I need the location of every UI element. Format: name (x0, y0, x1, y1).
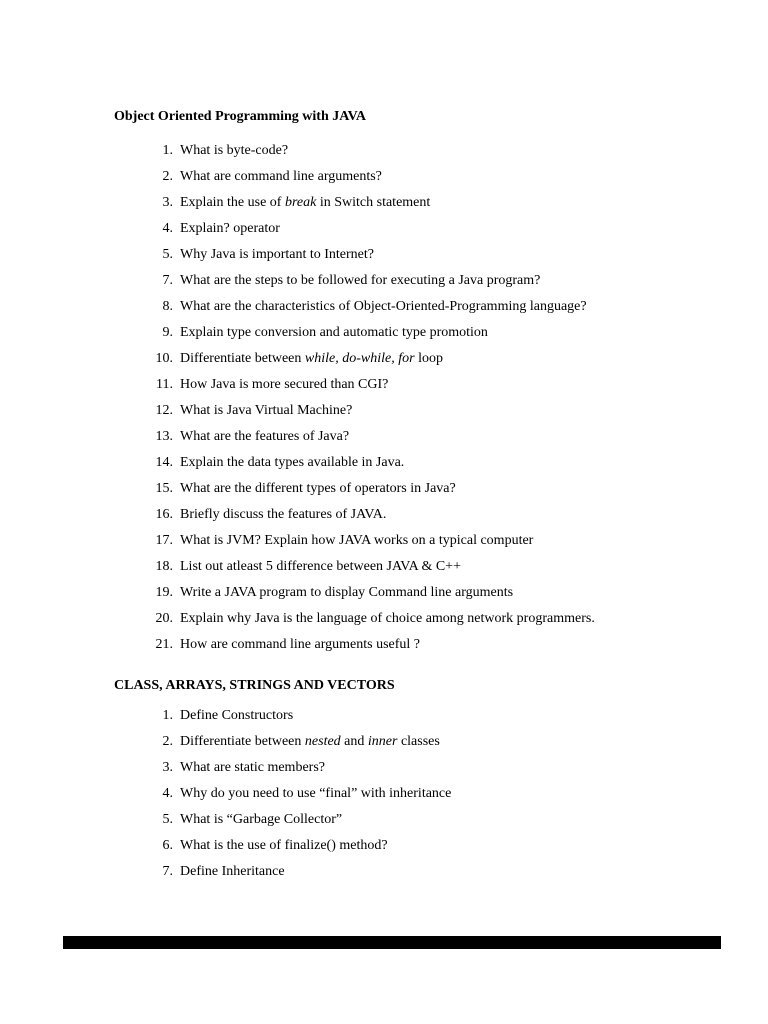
question-text (180, 864, 285, 880)
question-text (180, 533, 533, 549)
question-number: 14. (155, 455, 173, 470)
section-title-class-arrays: CLASS, ARRAYS, STRINGS AND VECTORS (114, 678, 395, 693)
question-number: 12. (155, 403, 173, 418)
question-number: 1. (162, 708, 173, 723)
question-text-italic: nested (304, 734, 341, 749)
question-number: 7. (162, 273, 173, 288)
question-text (180, 611, 595, 627)
question-text-segment: What are the characteristics of Object-Oriented-Programming language? (180, 299, 587, 314)
question-text-segment: Why do you need to use “final” with inheritance (180, 786, 452, 801)
question-number: 18. (155, 559, 173, 574)
question-text (180, 221, 280, 237)
question-item (0, 760, 768, 786)
question-text-segment: What are command line arguments? (180, 169, 382, 184)
question-number: 2. (162, 734, 173, 749)
question-item (0, 351, 768, 377)
question-text (180, 812, 342, 828)
question-text (180, 299, 587, 315)
question-text (180, 195, 430, 211)
question-item (0, 864, 768, 890)
question-text (180, 455, 404, 471)
question-text (180, 507, 386, 523)
question-item (0, 481, 768, 507)
question-text (180, 351, 443, 367)
question-item (0, 533, 768, 559)
section-title-oop-java: Object Oriented Programming with JAVA (114, 109, 366, 124)
question-text-italic: inner (367, 734, 398, 749)
question-number: 4. (162, 221, 173, 236)
question-number: 15. (155, 481, 173, 496)
question-text-segment: What is byte-code? (180, 143, 289, 158)
question-number: 10. (155, 351, 173, 366)
question-number: 17. (155, 533, 173, 548)
question-item (0, 455, 768, 481)
question-text-segment: List out atleast 5 difference between JAVA & C++ (180, 559, 461, 574)
question-text (180, 734, 440, 750)
question-text-italic: break (284, 195, 317, 210)
question-number: 5. (162, 247, 173, 262)
question-item (0, 708, 768, 734)
question-text (180, 273, 540, 289)
question-text-segment: Write a JAVA program to display Command line arguments (180, 585, 514, 600)
question-item (0, 169, 768, 195)
question-text-segment: in Switch statement (316, 195, 431, 210)
question-text-segment: Why Java is important to Internet? (180, 247, 374, 262)
question-number: 8. (162, 299, 173, 314)
question-number: 4. (162, 786, 173, 801)
question-number: 16. (155, 507, 173, 522)
question-list-oop-java (0, 143, 768, 663)
question-item (0, 195, 768, 221)
question-number: 13. (155, 429, 173, 444)
question-text (180, 786, 451, 802)
question-text-segment: loop (414, 351, 443, 366)
question-item (0, 273, 768, 299)
question-number: 11. (156, 377, 173, 392)
question-text-segment: and (340, 734, 368, 749)
question-item (0, 221, 768, 247)
question-number: 7. (162, 864, 173, 879)
question-text (180, 247, 374, 263)
question-text-segment: How are command line arguments useful ? (180, 637, 421, 652)
question-text (180, 169, 382, 185)
question-text (180, 708, 293, 724)
question-item (0, 786, 768, 812)
question-text-segment: Briefly discuss the features of JAVA. (180, 507, 387, 522)
question-text-segment: What are the features of Java? (180, 429, 350, 444)
question-text (180, 377, 388, 393)
question-item (0, 585, 768, 611)
question-text-segment: Differentiate between (180, 734, 305, 749)
question-text (180, 143, 288, 159)
question-item (0, 143, 768, 169)
question-text-segment: What are static members? (180, 760, 325, 775)
question-item (0, 559, 768, 585)
question-item (0, 734, 768, 760)
question-number: 6. (162, 838, 173, 853)
question-text-segment: classes (397, 734, 440, 749)
question-text (180, 481, 456, 497)
question-text-segment: How Java is more secured than CGI? (180, 377, 389, 392)
question-text-segment: What is JVM? Explain how JAVA works on a typical computer (180, 533, 534, 548)
question-number: 3. (162, 195, 173, 210)
question-text (180, 325, 488, 341)
question-text (180, 429, 349, 445)
question-number: 20. (155, 611, 173, 626)
question-item (0, 377, 768, 403)
question-item (0, 507, 768, 533)
question-text-segment: Differentiate between (180, 351, 305, 366)
question-text-segment: Explain the use of (180, 195, 285, 210)
question-text (180, 760, 325, 776)
question-item (0, 299, 768, 325)
question-number: 5. (162, 812, 173, 827)
footer-divider-bar (63, 936, 721, 949)
question-number: 9. (162, 325, 173, 340)
question-text (180, 585, 513, 601)
question-text (180, 559, 461, 575)
question-text-segment: What is the use of finalize() method? (180, 838, 388, 853)
question-item (0, 429, 768, 455)
question-text-segment: Define Constructors (180, 708, 294, 723)
question-number: 21. (155, 637, 173, 652)
question-text-segment: Define Inheritance (180, 864, 285, 879)
question-text-italic: while, do-while, for (304, 351, 415, 366)
question-item (0, 247, 768, 273)
question-text (180, 838, 388, 854)
question-text (180, 403, 352, 419)
question-text-segment: What are the steps to be followed for executing a Java program? (180, 273, 541, 288)
question-item (0, 325, 768, 351)
question-item (0, 637, 768, 663)
question-item (0, 403, 768, 429)
question-number: 3. (162, 760, 173, 775)
question-item (0, 838, 768, 864)
question-text-segment: What is “Garbage Collector” (180, 812, 343, 827)
question-text-segment: Explain type conversion and automatic type promotion (180, 325, 488, 340)
question-text-segment: What are the different types of operators in Java? (180, 481, 456, 496)
question-list-class-arrays (0, 708, 768, 890)
question-item (0, 611, 768, 637)
question-text-segment: Explain why Java is the language of choice among network programmers. (180, 611, 595, 626)
question-text-segment: Explain? operator (180, 221, 280, 236)
question-number: 19. (155, 585, 173, 600)
question-text-segment: What is Java Virtual Machine? (180, 403, 353, 418)
question-item (0, 812, 768, 838)
question-number: 1. (162, 143, 173, 158)
question-text (180, 637, 420, 653)
question-number: 2. (162, 169, 173, 184)
question-text-segment: Explain the data types available in Java. (180, 455, 405, 470)
